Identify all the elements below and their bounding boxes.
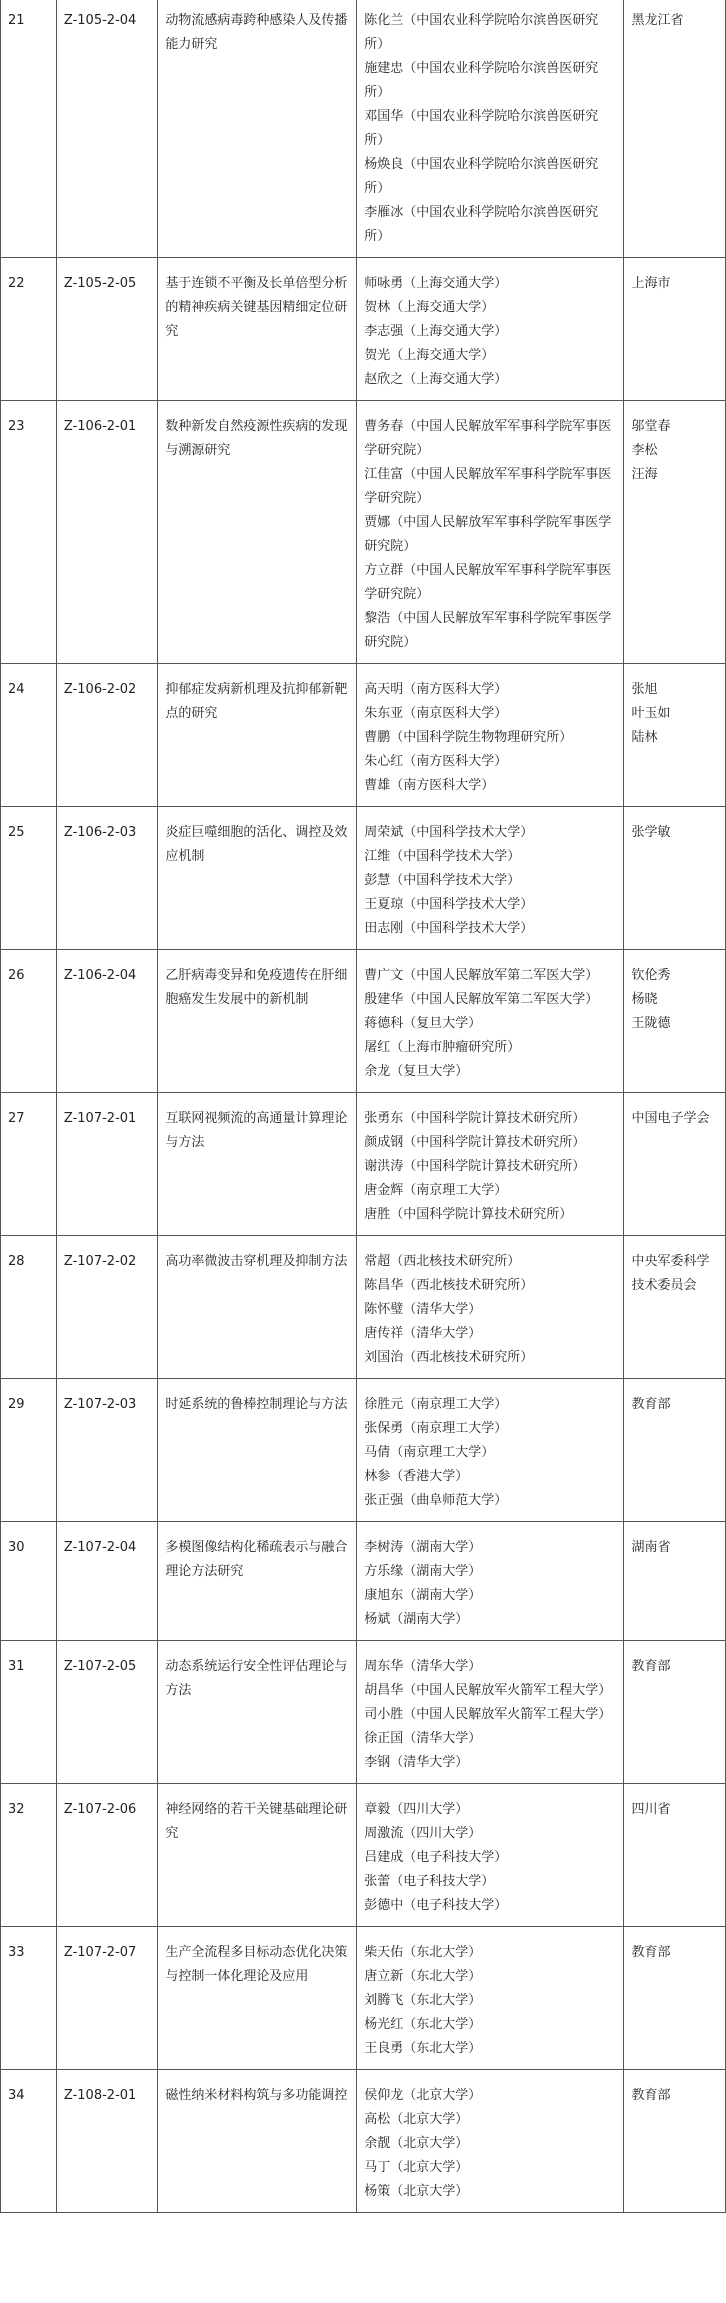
project-title: 乙肝病毒变异和免疫遗传在肝细胞癌发生发展中的新机制: [158, 950, 357, 1093]
contributors-list: [357, 1522, 624, 1641]
contributor: 陈怀璧（清华大学）: [364, 1302, 482, 1317]
contributors-list: [357, 2070, 624, 2213]
award-table-body: [1, 0, 726, 2213]
contributor: 蒋德科（复旦大学）: [364, 1016, 482, 1031]
project-code: Z-106-2-01: [56, 401, 158, 664]
contributor: 张保勇（南京理工大学）: [364, 1421, 508, 1436]
contributor: 余靓（北京大学）: [364, 2136, 469, 2151]
nominator: 杨晓: [631, 992, 658, 1007]
nominator-cell: [624, 664, 726, 807]
contributor: 江佳富（中国人民解放军军事科学院军事医学研究院）: [364, 467, 612, 506]
contributor: 颜成钢（中国科学院计算技术研究所）: [364, 1135, 586, 1150]
table-row: [1, 0, 726, 258]
nominator-cell: [624, 258, 726, 401]
row-number: 34: [1, 2070, 57, 2213]
contributors-list: [357, 1784, 624, 1927]
project-title: 互联网视频流的高通量计算理论与方法: [158, 1093, 357, 1236]
project-title: 时延系统的鲁棒控制理论与方法: [158, 1379, 357, 1522]
contributor: 唐传祥（清华大学）: [364, 1326, 482, 1341]
nominator: 中央军委科学技术委员会: [631, 1254, 710, 1293]
contributor: 朱心红（南方医科大学）: [364, 754, 508, 769]
nominator: 教育部: [631, 1397, 671, 1412]
contributor: 杨斌（湖南大学）: [364, 1612, 469, 1627]
contributor: 贾娜（中国人民解放军军事科学院军事医学研究院）: [364, 515, 612, 554]
table-row: [1, 1522, 726, 1641]
row-number: 28: [1, 1236, 57, 1379]
project-code: Z-105-2-04: [56, 0, 158, 258]
project-title: 多模图像结构化稀疏表示与融合理论方法研究: [158, 1522, 357, 1641]
nominator-cell: [624, 401, 726, 664]
contributor: 周荣斌（中国科学技术大学）: [364, 825, 534, 840]
table-row: [1, 1927, 726, 2070]
contributor: 彭慧（中国科学技术大学）: [364, 873, 521, 888]
contributor: 贺林（上海交通大学）: [364, 300, 495, 315]
contributor: 张正强（曲阜师范大学）: [364, 1493, 508, 1508]
contributor: 贺光（上海交通大学）: [364, 348, 495, 363]
nominator: 中国电子学会: [631, 1111, 710, 1126]
contributor: 康旭东（湖南大学）: [364, 1588, 482, 1603]
contributor: 彭德中（电子科技大学）: [364, 1898, 508, 1913]
nominator: 张旭: [631, 682, 658, 697]
project-title: 炎症巨噬细胞的活化、调控及效应机制: [158, 807, 357, 950]
contributor: 张勇东（中国科学院计算技术研究所）: [364, 1111, 586, 1126]
contributor: 杨光红（东北大学）: [364, 2017, 482, 2032]
table-row: [1, 258, 726, 401]
project-title: 磁性纳米材料构筑与多功能调控: [158, 2070, 357, 2213]
nominator-cell: [624, 1927, 726, 2070]
contributor: 陈昌华（西北核技术研究所）: [364, 1278, 534, 1293]
contributor: 王良勇（东北大学）: [364, 2041, 482, 2056]
project-code: Z-106-2-04: [56, 950, 158, 1093]
contributor: 殷建华（中国人民解放军第二军医大学）: [364, 992, 599, 1007]
contributor: 周东华（清华大学）: [364, 1659, 482, 1674]
contributor: 周激流（四川大学）: [364, 1826, 482, 1841]
contributor: 侯仰龙（北京大学）: [364, 2088, 482, 2103]
contributor: 高天明（南方医科大学）: [364, 682, 508, 697]
contributors-list: [357, 401, 624, 664]
contributor: 李钢（清华大学）: [364, 1755, 469, 1770]
nominator: 叶玉如: [631, 706, 671, 721]
contributor: 李雁冰（中国农业科学院哈尔滨兽医研究所）: [364, 205, 599, 244]
nominator: 钦伦秀: [631, 968, 671, 983]
contributor: 朱东亚（南京医科大学）: [364, 706, 508, 721]
contributors-list: [357, 664, 624, 807]
project-code: Z-107-2-06: [56, 1784, 158, 1927]
project-code: Z-107-2-01: [56, 1093, 158, 1236]
nominator-cell: [624, 950, 726, 1093]
contributor: 黎浩（中国人民解放军军事科学院军事医学研究院）: [364, 611, 612, 650]
contributor: 李志强（上海交通大学）: [364, 324, 508, 339]
contributor: 徐正国（清华大学）: [364, 1731, 482, 1746]
row-number: 25: [1, 807, 57, 950]
contributor: 方乐缘（湖南大学）: [364, 1564, 482, 1579]
project-code: Z-106-2-02: [56, 664, 158, 807]
nominator: 邬堂春: [631, 419, 671, 434]
contributors-list: [357, 1093, 624, 1236]
contributor: 唐金辉（南京理工大学）: [364, 1183, 508, 1198]
table-row: [1, 664, 726, 807]
table-row: [1, 2070, 726, 2213]
project-title: 基于连锁不平衡及长单倍型分析的精神疾病关键基因精细定位研究: [158, 258, 357, 401]
nominator: 汪海: [631, 467, 658, 482]
contributor: 刘腾飞（东北大学）: [364, 1993, 482, 2008]
project-code: Z-107-2-02: [56, 1236, 158, 1379]
nominator: 黑龙江省: [631, 13, 684, 28]
nominator-cell: [624, 1522, 726, 1641]
nominator: 湖南省: [631, 1540, 671, 1555]
contributors-list: [357, 1641, 624, 1784]
contributor: 陈化兰（中国农业科学院哈尔滨兽医研究所）: [364, 13, 599, 52]
project-code: Z-108-2-01: [56, 2070, 158, 2213]
nominator: 教育部: [631, 2088, 671, 2103]
contributor: 唐立新（东北大学）: [364, 1969, 482, 1984]
contributor: 方立群（中国人民解放军军事科学院军事医学研究院）: [364, 563, 612, 602]
contributor: 江维（中国科学技术大学）: [364, 849, 521, 864]
contributors-list: [357, 258, 624, 401]
table-row: [1, 807, 726, 950]
row-number: 33: [1, 1927, 57, 2070]
table-row: [1, 1093, 726, 1236]
contributor: 屠红（上海市肿瘤研究所）: [364, 1040, 521, 1055]
contributor: 谢洪涛（中国科学院计算技术研究所）: [364, 1159, 586, 1174]
nominator: 陆林: [631, 730, 658, 745]
row-number: 23: [1, 401, 57, 664]
row-number: 29: [1, 1379, 57, 1522]
row-number: 31: [1, 1641, 57, 1784]
table-row: [1, 1236, 726, 1379]
nominator: 张学敏: [631, 825, 671, 840]
nominator: 李松: [631, 443, 658, 458]
contributor: 王夏琼（中国科学技术大学）: [364, 897, 534, 912]
nominator: 四川省: [631, 1802, 671, 1817]
project-code: Z-107-2-07: [56, 1927, 158, 2070]
contributor: 曹雄（南方医科大学）: [364, 778, 495, 793]
project-code: Z-107-2-05: [56, 1641, 158, 1784]
contributors-list: [357, 1379, 624, 1522]
nominator-cell: [624, 2070, 726, 2213]
row-number: 21: [1, 0, 57, 258]
contributor: 唐胜（中国科学院计算技术研究所）: [364, 1207, 573, 1222]
contributor: 司小胜（中国人民解放军火箭军工程大学）: [364, 1707, 612, 1722]
contributor: 曹广文（中国人民解放军第二军医大学）: [364, 968, 599, 983]
project-code: Z-106-2-03: [56, 807, 158, 950]
contributor: 田志刚（中国科学技术大学）: [364, 921, 534, 936]
contributor: 余龙（复旦大学）: [364, 1064, 469, 1079]
contributor: 高松（北京大学）: [364, 2112, 469, 2127]
project-title: 抑郁症发病新机理及抗抑郁新靶点的研究: [158, 664, 357, 807]
nominator-cell: [624, 807, 726, 950]
contributor: 李树涛（湖南大学）: [364, 1540, 482, 1555]
contributor: 邓国华（中国农业科学院哈尔滨兽医研究所）: [364, 109, 599, 148]
project-code: Z-107-2-03: [56, 1379, 158, 1522]
contributor: 章毅（四川大学）: [364, 1802, 469, 1817]
project-title: 动态系统运行安全性评估理论与方法: [158, 1641, 357, 1784]
contributor: 柴天佑（东北大学）: [364, 1945, 482, 1960]
contributor: 常超（西北核技术研究所）: [364, 1254, 521, 1269]
nominator-cell: [624, 1379, 726, 1522]
nominator-cell: [624, 1236, 726, 1379]
contributor: 刘国治（西北核技术研究所）: [364, 1350, 534, 1365]
nominator: 王陇德: [631, 1016, 671, 1031]
row-number: 30: [1, 1522, 57, 1641]
contributor: 杨策（北京大学）: [364, 2184, 469, 2199]
project-title: 神经网络的若干关键基础理论研究: [158, 1784, 357, 1927]
contributor: 曹务春（中国人民解放军军事科学院军事医学研究院）: [364, 419, 612, 458]
contributor: 杨焕良（中国农业科学院哈尔滨兽医研究所）: [364, 157, 599, 196]
nominator-cell: [624, 1784, 726, 1927]
row-number: 24: [1, 664, 57, 807]
contributors-list: [357, 1236, 624, 1379]
project-title: 动物流感病毒跨种感染人及传播能力研究: [158, 0, 357, 258]
table-row: [1, 401, 726, 664]
contributors-list: [357, 0, 624, 258]
row-number: 27: [1, 1093, 57, 1236]
table-row: [1, 1641, 726, 1784]
project-code: Z-105-2-05: [56, 258, 158, 401]
table-row: [1, 950, 726, 1093]
contributor: 马倩（南京理工大学）: [364, 1445, 495, 1460]
nominator: 教育部: [631, 1659, 671, 1674]
contributor: 胡昌华（中国人民解放军火箭军工程大学）: [364, 1683, 612, 1698]
contributors-list: [357, 1927, 624, 2070]
contributor: 林参（香港大学）: [364, 1469, 469, 1484]
nominator-cell: [624, 0, 726, 258]
nominator: 上海市: [631, 276, 671, 291]
row-number: 22: [1, 258, 57, 401]
contributor: 师咏勇（上海交通大学）: [364, 276, 508, 291]
contributor: 张蕾（电子科技大学）: [364, 1874, 495, 1889]
contributors-list: [357, 807, 624, 950]
row-number: 26: [1, 950, 57, 1093]
contributor: 施建忠（中国农业科学院哈尔滨兽医研究所）: [364, 61, 599, 100]
nominator: 教育部: [631, 1945, 671, 1960]
project-title: 数种新发自然疫源性疾病的发现与溯源研究: [158, 401, 357, 664]
nominator-cell: [624, 1641, 726, 1784]
row-number: 32: [1, 1784, 57, 1927]
project-title: 高功率微波击穿机理及抑制方法: [158, 1236, 357, 1379]
contributor: 曹鹏（中国科学院生物物理研究所）: [364, 730, 573, 745]
table-row: [1, 1784, 726, 1927]
contributors-list: [357, 950, 624, 1093]
project-title: 生产全流程多目标动态优化决策与控制一体化理论及应用: [158, 1927, 357, 2070]
contributor: 马丁（北京大学）: [364, 2160, 469, 2175]
contributor: 徐胜元（南京理工大学）: [364, 1397, 508, 1412]
contributor: 赵欣之（上海交通大学）: [364, 372, 508, 387]
table-row: [1, 1379, 726, 1522]
project-code: Z-107-2-04: [56, 1522, 158, 1641]
contributor: 吕建成（电子科技大学）: [364, 1850, 508, 1865]
nominator-cell: [624, 1093, 726, 1236]
